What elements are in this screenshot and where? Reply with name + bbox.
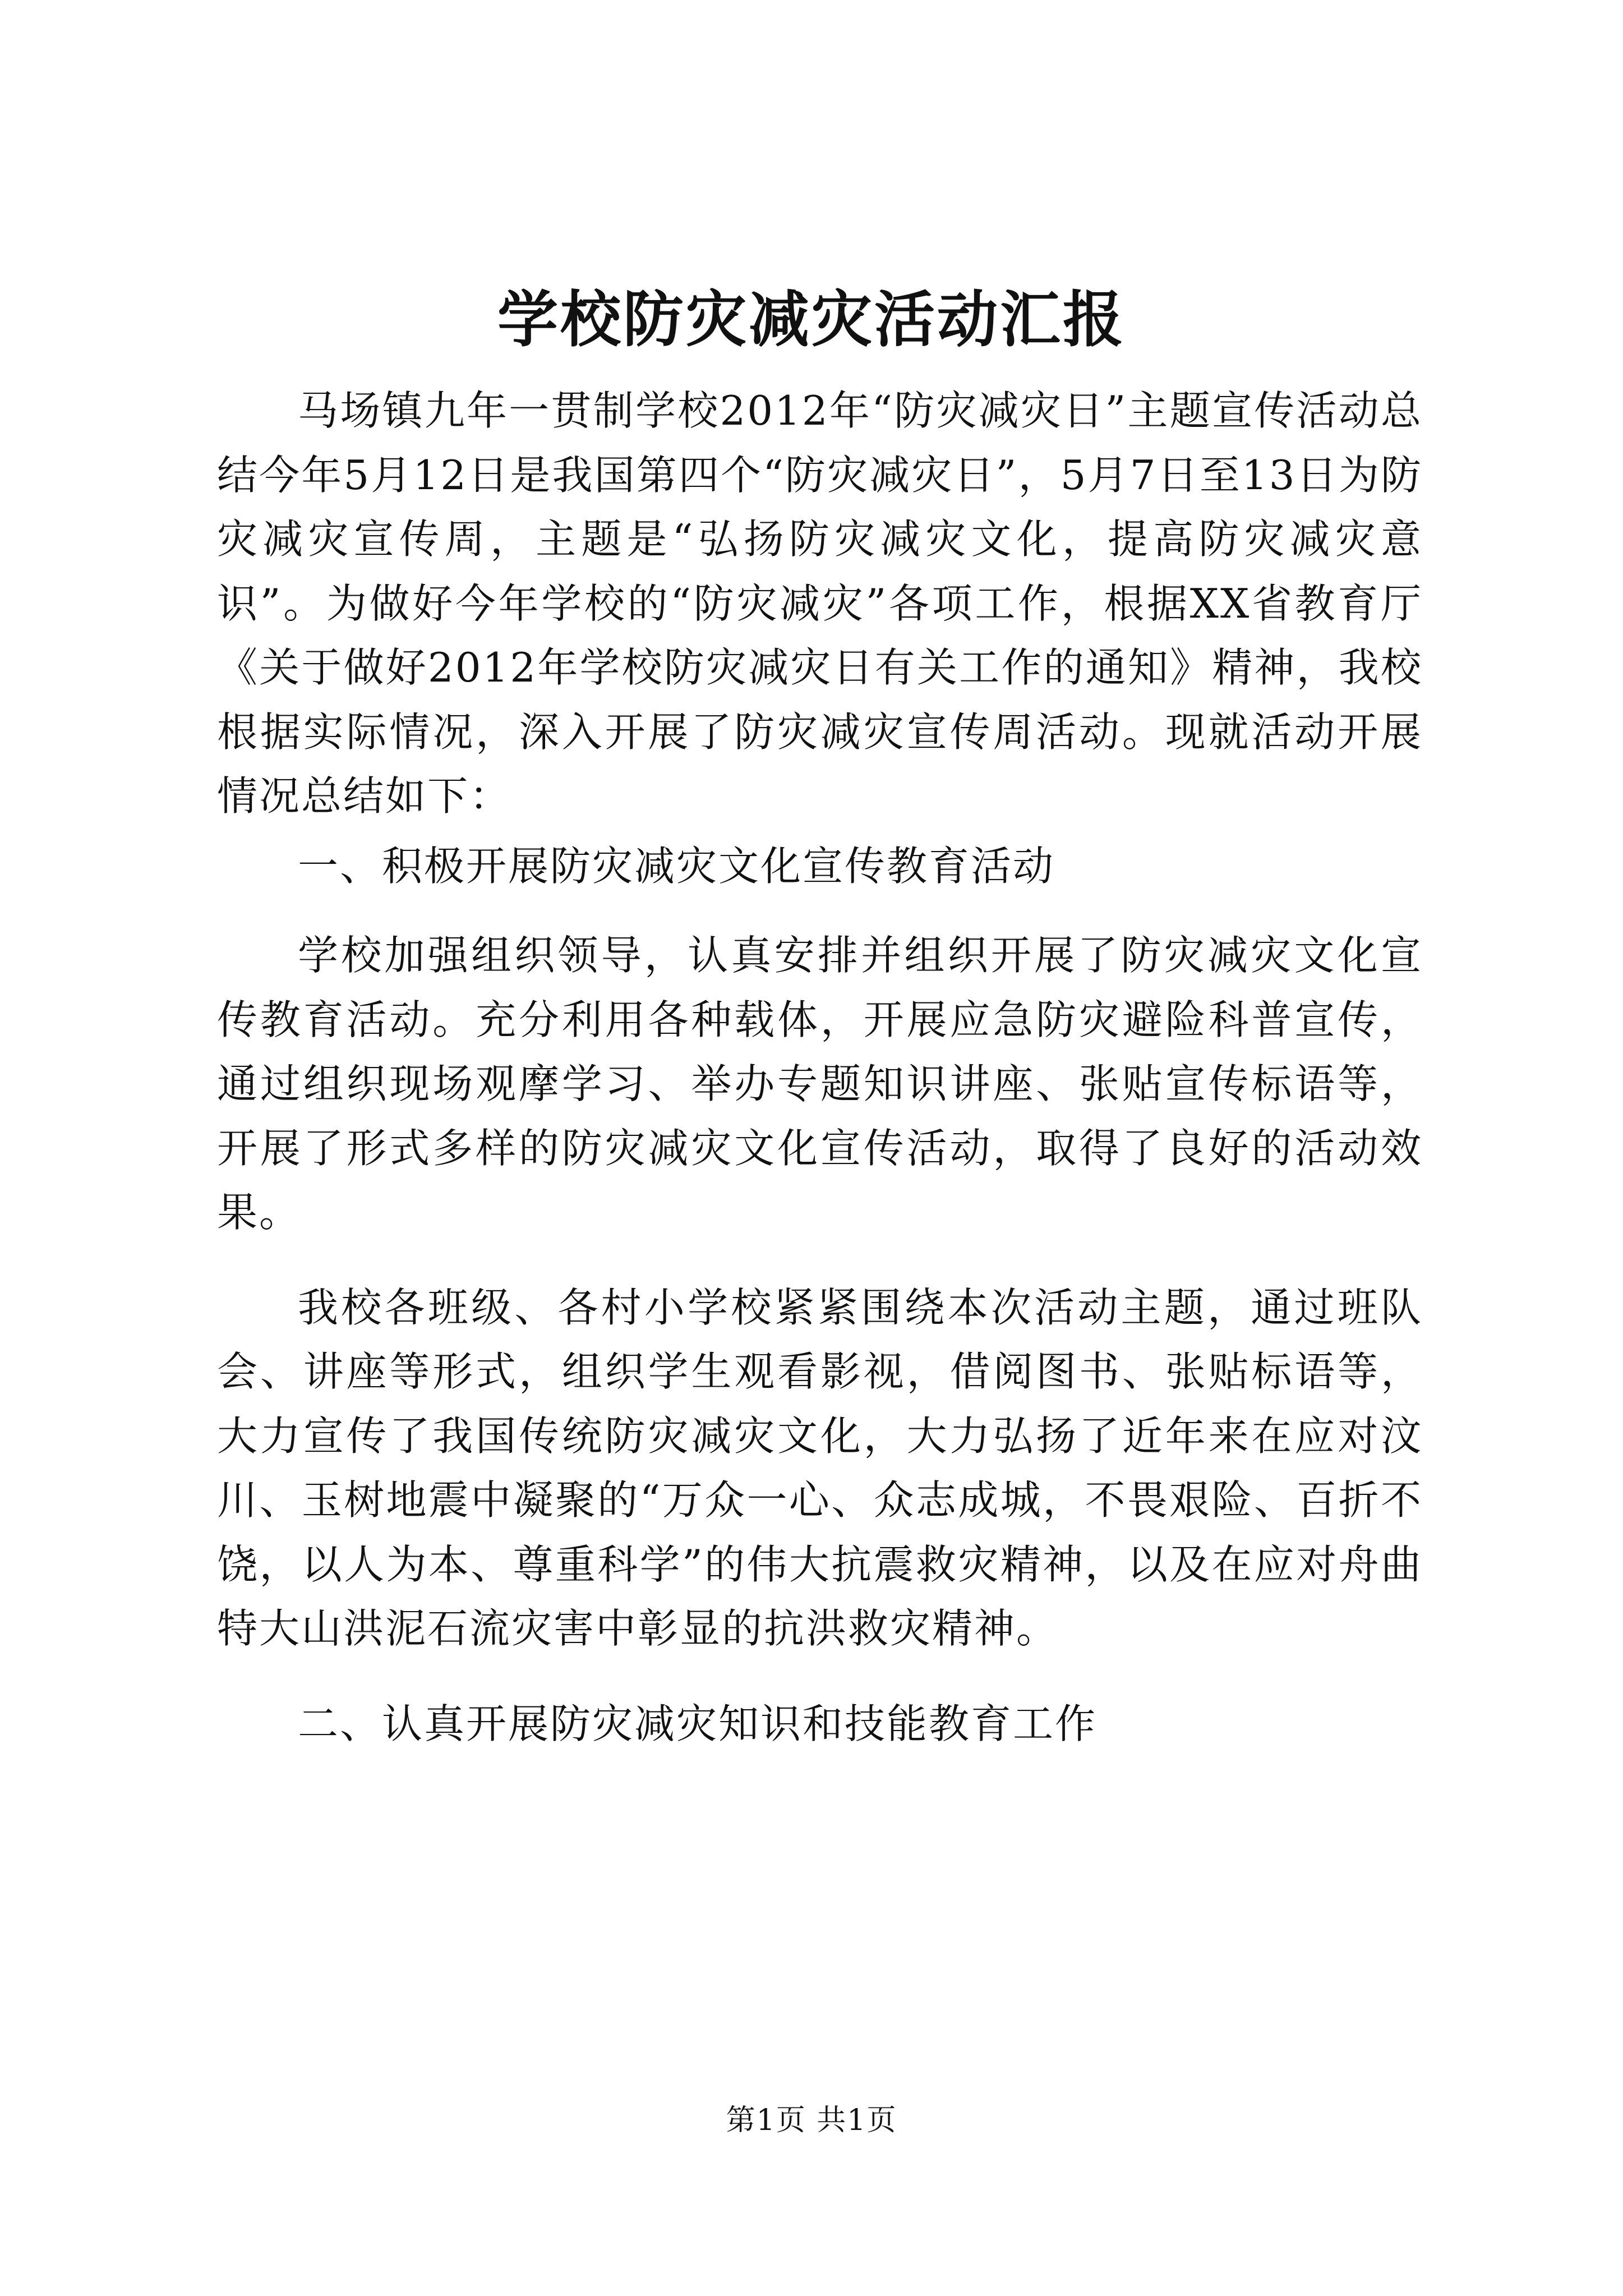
intro-paragraph: 马场镇九年一贯制学校2012年“防灾减灾日”主题宣传活动总结今年5月12日是我国第四个“防灾减灾日”，5月7日至13日为防灾减灾宣传周，主题是“弘扬防灾减灾文化，提高防灾减灾意识”。为做好今年学校的“防灾减灾”各项工作，根据XX省教育厅《关于做好2012年学校防灾减灾日有关工作的通知》精神，我校根据实际情况，深入开展了防灾减灾宣传周活动。现就活动开展情况总结如下： [217,387,1423,820]
page-footer: 第1页 共1页 [726,2104,897,2137]
document-title: 学校防灾减灾活动汇报 [497,284,1126,355]
body-paragraph: 学校加强组织领导，认真安排并组织开展了防灾减灾文化宣传教育活动。充分利用各种载体，开展应急防灾避险科普宣传，通过组织现场观摩学习、举办专题知识讲座、张贴宣传标语等，开展了形式多样的防灾减灾文化宣传活动，取得了良好的活动效果。 [217,932,1423,1236]
section-heading-2: 二、认真开展防灾减灾知识和技能教育工作 [298,1700,1098,1747]
section-heading-1: 一、积极开展防灾减灾文化宣传教育活动 [298,842,1055,890]
document-body [217,379,1423,1756]
body-paragraph: 我校各班级、各村小学校紧紧围绕本次活动主题，通过班队会、讲座等形式，组织学生观看影视，借阅图书、张贴标语等，大力宣传了我国传统防灾减灾文化，大力弘扬了近年来在应对汶川、玉树地震中凝聚的“万众一心、众志成城，不畏艰险、百折不饶，以人为本、尊重科学”的伟大抗震救灾精神，以及在应对舟曲特大山洪泥石流灾害中彰显的抗洪救灾精神。 [217,1283,1423,1652]
